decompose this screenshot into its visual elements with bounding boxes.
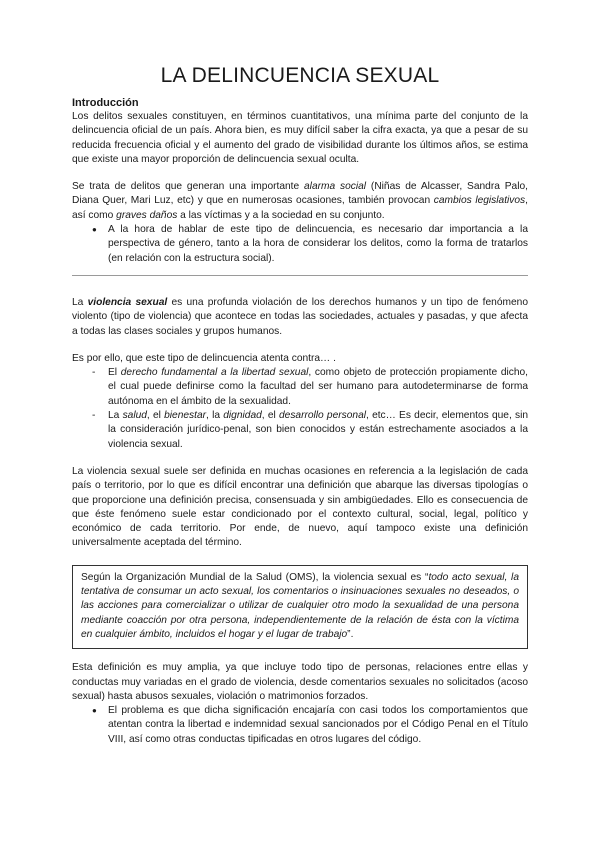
oms-definition-box (72, 565, 528, 649)
paragraph-definicion: La violencia sexual suele ser definida en muchas ocasiones en referencia a la legislación de cada país o territorio, por lo que es difícil encontrar una definición que abarque las diversas tipologías o que proporcione una definición precisa, consensuada y sin ambigüedades. Ello es consecuencia de que éste fenómeno suele estar condicionado por el contexto cultural, social, legal, político y económico de cada territorio. Por ende, de nuevo, aquí tampoco existe una definición universalmente aceptada del término. (72, 465, 528, 549)
document-page (72, 64, 528, 747)
bullet-list-codigo-penal (72, 704, 528, 747)
paragraph-alarma-social: Se trata de delitos que generan una importante alarma social (Niñas de Alcasser, Sandra Palo, Diana Quer, Mari Luz, etc) y que en numerosas ocasiones, también provocan cambios legislativos, así como graves daños a las víctimas y a la sociedad en su conjunto. (72, 181, 528, 221)
paragraph-definicion-amplia: Esta definición es muy amplia, ya que incluye todo tipo de personas, relaciones entre ellas y conductas muy variadas en el grado de violencia, desde comentarios sexuales no solicitados (acoso sexual) hasta abusos sexuales, violación o matrimonios forzados. (72, 662, 528, 702)
list-item: - El derecho fundamental a la libertad sexual, como objeto de protección propiamente dicho, el cual puede definirse como la facultad del ser humano para autodeterminarse de forma autónoma en el ámbito de la sexualidad. (92, 366, 528, 409)
list-item: - La salud, el bienestar, la dignidad, el desarrollo personal, etc… Es decir, elementos que, sin la consideración jurídico-penal, son bien conocidos y están estrechamente asociados a la violencia sexual. (92, 409, 528, 452)
section-heading-introduccion: Introducción (72, 97, 139, 109)
paragraph-intro: Los delitos sexuales constituyen, en términos cuantitativos, una mínima parte del conjunto de la delincuencia oficial de un país. Ahora bien, es muy difícil saber la cifra exacta, ya que a pesar de su reducida frecuencia oficial y el aumento del grado de visibilidad durante los últimos años, se estima que existe una mayor proporción de delincuencia sexual oculta. (72, 111, 528, 165)
paragraph-violencia-sexual: La violencia sexual es una profunda violación de los derechos humanos y un tipo de fenómeno violento (tipo de violencia) que acontece en todas las sociedades, actuales y pasadas, y que afecta a todas las clases sociales y grupos humanos. (72, 296, 528, 337)
dash-list-bienes (72, 366, 528, 452)
list-item: ● A la hora de hablar de este tipo de delincuencia, es necesario dar importancia a la perspectiva de género, tanto a la hora de considerar los delitos, como la forma de tratarlos (en relación con la estructura social). (92, 223, 528, 266)
paragraph-atenta-contra: Es por ello, que este tipo de delincuencia atenta contra… . (72, 352, 336, 364)
bullet-list-genero (72, 223, 528, 266)
oms-definition-text: Según la Organización Mundial de la Salud (OMS), la violencia sexual es “todo acto sexual, la tentativa de consumar un acto sexual, los comentarios o insinuaciones sexuales no deseados, o las acciones para comercializar o utilizar de cualquier otro modo la sexualidad de una persona mediante coacción por otra persona, independientemente de la relación de ésta con la víctima en cualquier ámbito, incluidos el hogar y el lugar de trabajo”. (81, 571, 519, 640)
page-title: LA DELINCUENCIA SEXUAL (160, 64, 440, 87)
list-item: ● El problema es que dicha significación encajaría con casi todos los comportamientos que atentan contra la libertad e indemnidad sexual sancionados por el Código Penal en el Título VIII, así como otras conductas tipificadas en otros lugares del código. (92, 704, 528, 747)
